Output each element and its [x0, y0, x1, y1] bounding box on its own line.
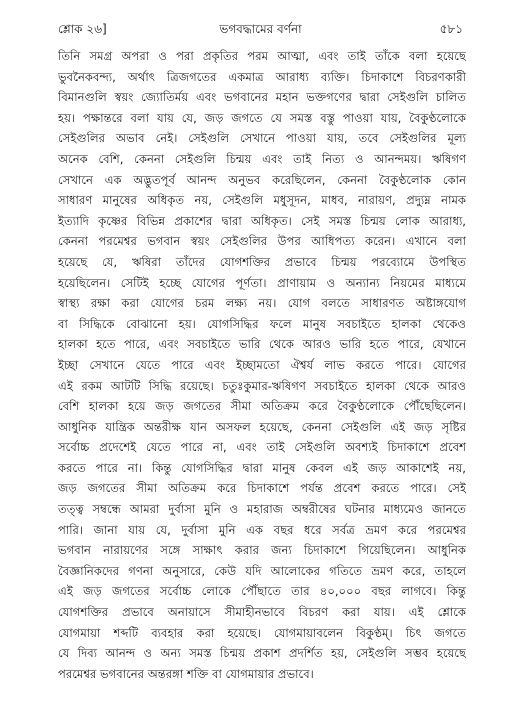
text-line: অনেক বেশি, কেননা সেইগুলি চিন্ময় এবং তাই নিত্য ও আনন্দময়। ঋষিগণ [58, 151, 466, 166]
text-line: আধুনিক যান্ত্রিক অন্তরীক্ষ যান অসফল হয়েছে, কেননা সেইগুলি এই জড় সৃষ্টির [58, 419, 466, 434]
text-line: হয়েছে যে, ঋষিরা তাঁদের যোগশক্তির প্রভাবে চিন্ময় পরব্যোমে উপস্থিত [58, 254, 466, 269]
text-line: হালকা হতে পারে, এবং সবচাইতে ভারি থেকে আরও ভারি হতে পারে, যেখানে [58, 337, 466, 352]
text-line: সেখানে এক অদ্ভুতপূর্ব আনন্দ অনুভব করেছিলেন, কেননা বৈকুণ্ঠলোক কোন [58, 172, 466, 187]
text-line: যোগশক্তির প্রভাবে অনায়াসে সীমাহীনভাবে বিচরণ করা যায়। এই শ্লোকে [58, 605, 466, 620]
text-line: সর্বোচ্চ প্রদেশেই যেতে পারে না, এবং তাই সেইগুলি অবশ্যই চিদাকাশে প্রবেশ [58, 440, 466, 455]
text-line: কেননা পরমেশ্বর ভগবান স্বয়ং সেইগুলির উপর আধিপত্য করেন। এখানে বলা [58, 234, 466, 249]
text-line: বিমানগুলি স্বয়ং জ্যোতির্ময় এবং ভগবানের মহান ভক্তগণের দ্বারা সেইগুলি চালিত [58, 90, 466, 105]
verse-reference: শ্লোক ২৬] [58, 22, 107, 36]
text-line: বা সিদ্ধিকে বোঝানো হয়। যোগসিদ্ধির ফলে মানুষ সবচাইতে হালকা থেকেও [58, 316, 466, 331]
text-line: সেইগুলির অভাব নেই। সেইগুলি সেখানে পাওয়া যায়, তবে সেইগুলির মূল্য [58, 131, 466, 146]
text-line: তত্ত্ব সম্বন্ধে আমরা দুর্বাসা মুনি ও মহারাজ অম্বরীষের ঘটনার মাধ্যমেও জানতে [58, 502, 466, 517]
text-line: স্বাস্থ্য রক্ষা করা যোগের চরম লক্ষ্য নয়। যোগ বলতে সাধারণত অষ্টাঙ্গযোগ [58, 296, 466, 311]
chapter-title: ভগবদ্ধামের বর্ণনা [219, 22, 302, 36]
text-line: বৈজ্ঞানিকদের গণনা অনুসারে, কেউ যদি আলোকের গতিতে ভ্রমণ করে, তাহলে [58, 563, 466, 578]
text-line: এই জড় জগতের সর্বোচ্চ লোকে পৌঁছাতে তার ৪০,০০০ বছর লাগবে। কিন্তু [58, 584, 466, 599]
text-line: জড় জগতের সীমা অতিক্রম করে চিদাকাশে পর্যন্ত প্রবেশ করতে পারে। সেই [58, 481, 466, 496]
text-line: করতে পারে না। কিন্তু যোগসিদ্ধির দ্বারা মানুষ কেবল এই জড় আকাশেই নয়, [58, 460, 466, 475]
text-line: যোগমায়া শব্দটি ব্যবহার করা হয়েছে। যোগমায়াবলেন বিকুণ্ঠম্। চিৎ জগতে [58, 625, 466, 640]
text-line: ইচ্ছা সেখানে যেতে পারে এবং ইচ্ছামতো ঐশ্বর্য লাভ করতে পারে। যোগের [58, 357, 466, 372]
text-line: ভগবান নারায়ণের সঙ্গে সাক্ষাৎ করার জন্য চিদাকাশে গিয়েছিলেন। আধুনিক [58, 543, 466, 558]
page-header [58, 20, 463, 38]
text-line: এই রকম আটটি সিদ্ধি রয়েছে। চতুঃকুমার-ঋষিগণ সবচাইতে হালকা থেকে আরও [58, 378, 466, 393]
purport-paragraph [58, 46, 466, 684]
text-line: ইত্যাদি কৃষ্ণের বিভিন্ন প্রকাশের দ্বারা অধিকৃত। সেই সমস্ত চিন্ময় লোক আরাধ্য, [58, 213, 466, 228]
page-number: ৫৮১ [439, 22, 463, 36]
text-line: বেশি হালকা হয়ে জড় জগতের সীমা অতিক্রম করে বৈকুণ্ঠলোকে পৌঁছেছিলেন। [58, 399, 466, 414]
text-line: পারি। জানা যায় যে, দুর্বাসা মুনি এক বছর ধরে সর্বত্র ভ্রমণ করে পরমেশ্বর [58, 522, 466, 537]
text-line: পরমেশ্বর ভগবানের অন্তরঙ্গা শক্তি বা যোগমায়ার প্রভাবে। [58, 666, 314, 681]
text-line: সাধারণ মানুষের অধিকৃত নয়, সেইগুলি মধুসূদন, মাধব, নারায়ণ, প্রদ্যুম্ন নামক [58, 193, 466, 208]
text-line: তিনি সমগ্র অপরা ও পরা প্রকৃতির পরম আত্মা, এবং তাই তাঁকে বলা হয়েছে [58, 49, 466, 63]
text-line: হয়। পক্ষান্তরে বলা যায় যে, জড় জগতে যে সমস্ত বস্তু পাওয়া যায়, বৈকুণ্ঠলোকে [58, 110, 466, 125]
text-line: যে দিব্য আনন্দ ও অন্য সমস্ত চিন্ময় প্রকাশ প্রদর্শিত হয়, সেইগুলি সম্ভব হয়েছে [58, 646, 466, 661]
text-line: ভুবনৈকবন্দ্য, অর্থাৎ ত্রিজগতের একমাত্র আরাধ্য ব্যক্তি। চিদাকাশে বিচরণকারী [58, 69, 466, 84]
text-line: হয়েছিলেন। সেটিই হচ্ছে যোগের পূর্ণতা। প্রাণায়াম ও অন্যান্য নিয়মের মাধ্যমে [58, 275, 466, 290]
